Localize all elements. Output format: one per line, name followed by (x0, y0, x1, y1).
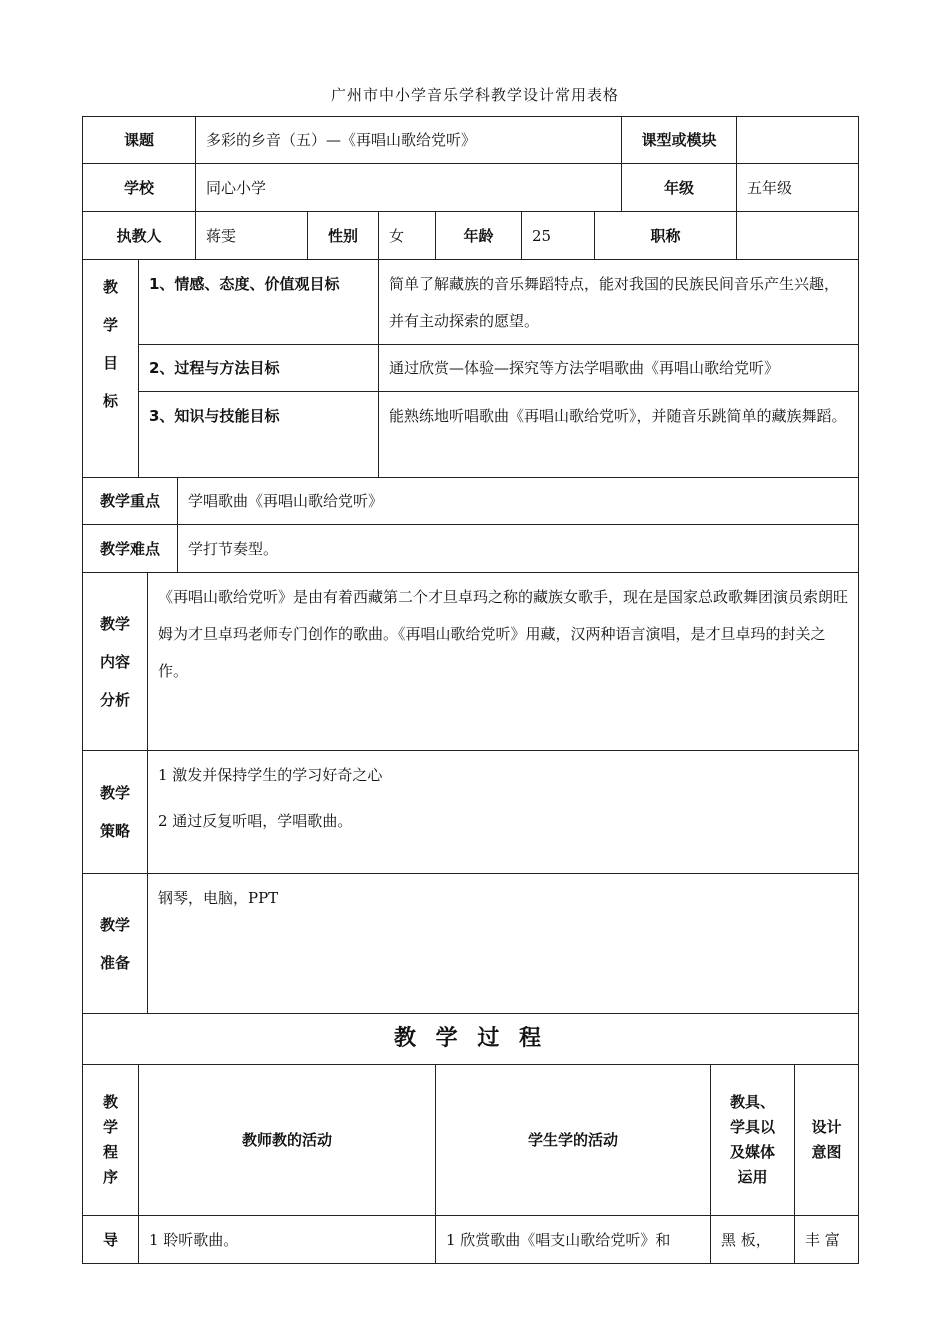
objectives-side-char: 学 (102, 316, 118, 334)
objective-label-1: 1、情感、态度、价值观目标 (138, 259, 379, 345)
process-header-step-char: 学 (102, 1118, 118, 1136)
process-header-media-line: 学具以 (729, 1118, 775, 1136)
difficulty-text: 学打节奏型。 (177, 524, 859, 573)
process-header-media (710, 1064, 795, 1216)
process-header-media-line: 运用 (737, 1168, 768, 1186)
preparation-label-line: 教学 (99, 915, 130, 934)
content-analysis-label-line: 分析 (99, 690, 130, 709)
objective-label-3: 3、知识与技能目标 (138, 391, 379, 478)
process-header-teacher: 教师教的活动 (138, 1064, 436, 1216)
title-value (736, 211, 859, 260)
preparation-label (82, 873, 148, 1014)
difficulty-label: 教学难点 (82, 524, 178, 573)
objectives-side-label (82, 259, 139, 478)
key-point-text: 学唱歌曲《再唱山歌给党听》 (177, 477, 859, 525)
grade-value: 五年级 (736, 163, 859, 212)
objectives-side-char: 教 (102, 278, 118, 296)
school-value: 同心小学 (195, 163, 622, 212)
strategy-label-line: 策略 (99, 822, 130, 840)
process-header-media-line: 教具、 (729, 1093, 775, 1111)
school-label: 学校 (82, 163, 196, 212)
content-analysis-label-line: 内容 (99, 652, 130, 671)
process-header-step-char: 教 (102, 1093, 118, 1111)
objectives-side-char: 标 (102, 392, 118, 410)
key-point-label: 教学重点 (82, 477, 178, 525)
gender-label: 性别 (307, 211, 379, 260)
process-row-media: 黑 板， (710, 1215, 795, 1264)
preparation-label-line: 准备 (99, 953, 130, 972)
teacher-value: 蒋雯 (195, 211, 308, 260)
objective-text-3: 能熟练地听唱歌曲《再唱山歌给党听》，并随音乐跳简单的藏族舞蹈。 (378, 391, 859, 478)
process-row-teacher: 1 聆听歌曲。 (138, 1215, 436, 1264)
process-header-intent (794, 1064, 859, 1216)
type-label: 课型或模块 (621, 116, 737, 164)
strategy-item: 2 通过反复听唱，学唱歌曲。 (158, 812, 353, 830)
grade-label: 年级 (621, 163, 737, 212)
topic-value: 多彩的乡音（五）—《再唱山歌给党听》 (195, 116, 622, 164)
process-header-intent-line: 意图 (811, 1143, 842, 1161)
objective-text-1: 简单了解藏族的音乐舞蹈特点，能对我国的民族民间音乐产生兴趣，并有主动探索的愿望。 (378, 259, 859, 345)
topic-label: 课题 (82, 116, 196, 164)
strategy-label (82, 750, 148, 874)
document-title: 广州市中小学音乐学科教学设计常用表格 (330, 86, 619, 104)
process-header-step-char: 序 (102, 1168, 118, 1186)
age-label: 年龄 (435, 211, 522, 260)
content-analysis-text: 《再唱山歌给党听》是由有着西藏第二个才旦卓玛之称的藏族女歌手，现在是国家总政歌舞团演员索朗旺姆为才旦卓玛老师专门创作的歌曲。《再唱山歌给党听》用藏，汉两种语言演唱，是才旦卓玛的封关之作。 (147, 572, 859, 751)
process-header-intent-line: 设计 (811, 1118, 842, 1136)
objective-text-2: 通过欣赏—体验—探究等方法学唱歌曲《再唱山歌给党听》 (378, 344, 859, 392)
content-analysis-label-line: 教学 (99, 614, 130, 633)
type-value (736, 116, 859, 164)
strategy-item: 1 激发并保持学生的学习好奇之心 (158, 766, 383, 784)
title-label: 职称 (594, 211, 737, 260)
strategy-label-line: 教学 (99, 784, 130, 802)
process-header-media-line: 及媒体 (729, 1143, 775, 1161)
teacher-label: 执教人 (82, 211, 196, 260)
age-value: 25 (521, 211, 595, 260)
process-row-step: 导 (82, 1215, 139, 1264)
process-header-step-char: 程 (102, 1143, 118, 1161)
objectives-side-char: 目 (102, 354, 118, 372)
strategy-text (147, 750, 859, 874)
gender-value: 女 (378, 211, 436, 260)
preparation-text: 钢琴，电脑，PPT (147, 873, 859, 1014)
content-analysis-label (82, 572, 148, 751)
process-row-student: 1 欣赏歌曲《唱支山歌给党听》和 (435, 1215, 711, 1264)
process-row-intent: 丰 富 (794, 1215, 859, 1264)
process-heading: 教 学 过 程 (82, 1013, 859, 1065)
process-header-step (82, 1064, 139, 1216)
process-header-student: 学生学的活动 (435, 1064, 711, 1216)
objective-label-2: 2、过程与方法目标 (138, 344, 379, 392)
